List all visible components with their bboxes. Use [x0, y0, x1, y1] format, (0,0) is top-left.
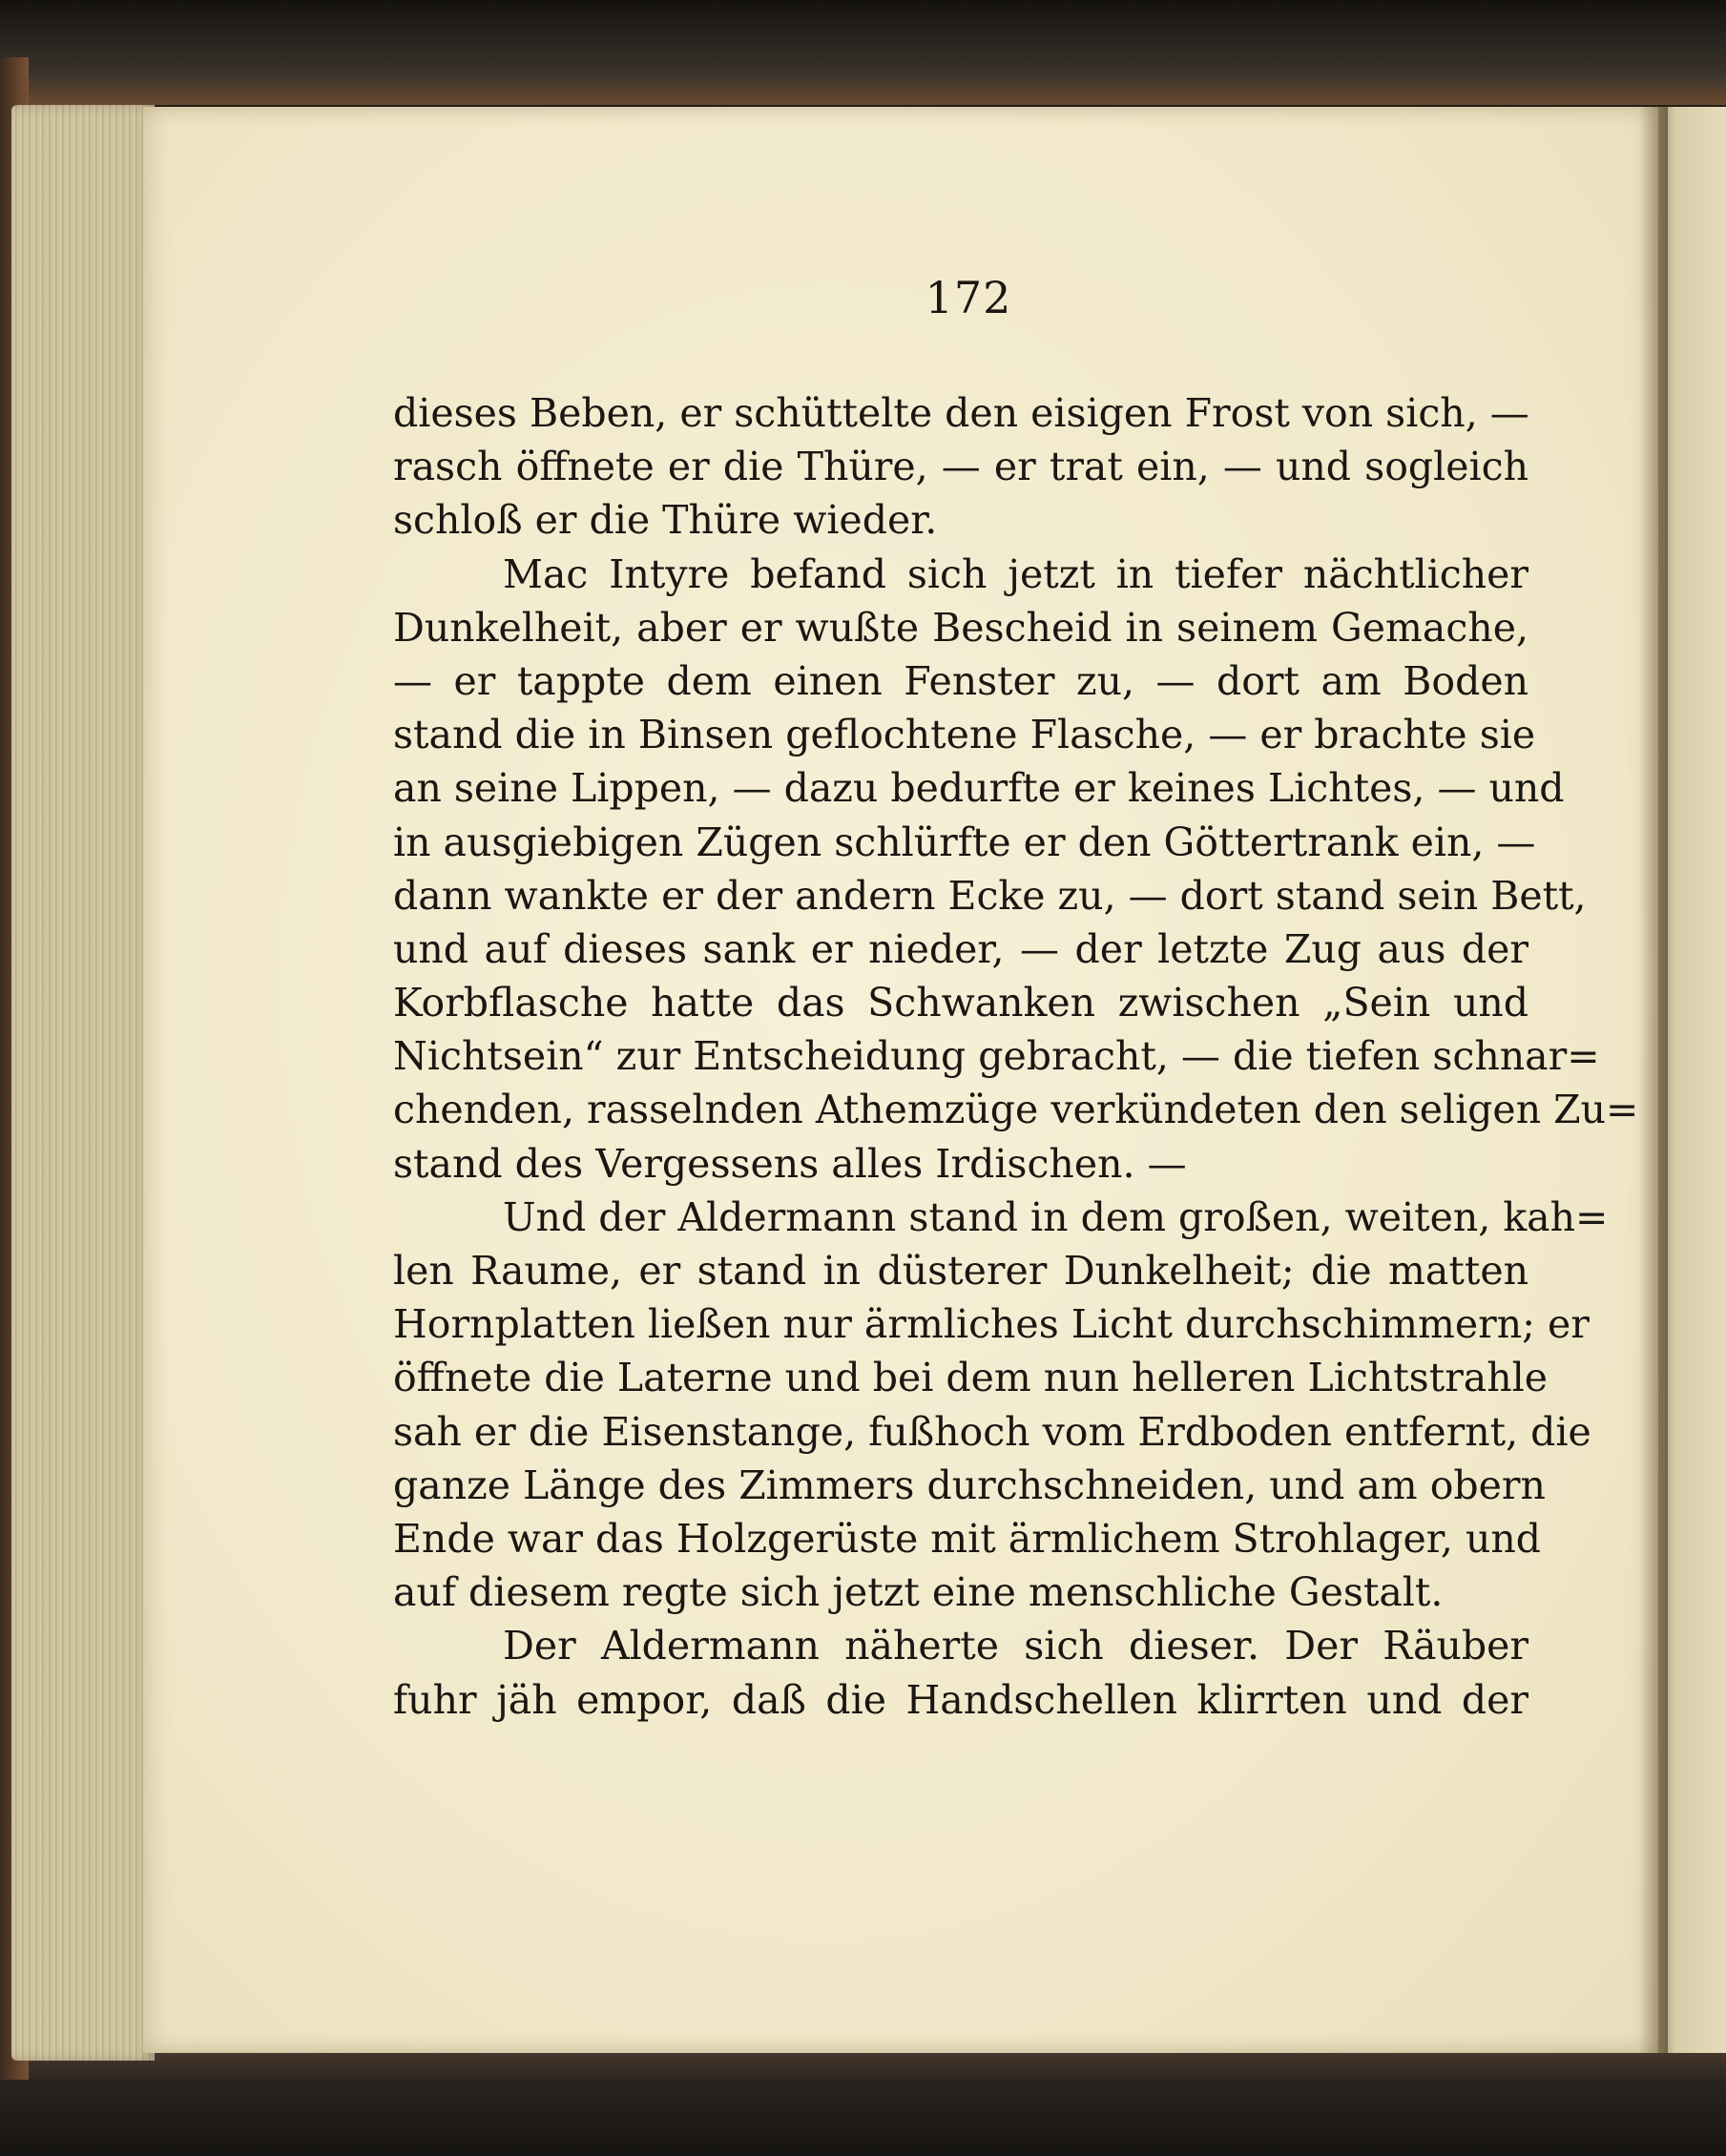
text-line: rasch öffnete er die Thüre, — er trat ein, — und sogleich — [393, 444, 1528, 490]
text-line: fuhr jäh empor, daß die Handschellen klirrten und der — [393, 1676, 1528, 1723]
text-line: stand des Vergessens alles Irdischen. — — [393, 1140, 1187, 1187]
text-line: dann wankte er der andern Ecke zu, — dort stand sein Bett, — [393, 872, 1587, 919]
text-line: Nichtsein“ zur Entscheidung gebracht, — die tiefen schnar= — [393, 1033, 1600, 1080]
text-line: Und der Aldermann stand in dem großen, weiten, kah= — [503, 1193, 1609, 1240]
gutter-shadow — [1639, 107, 1668, 2053]
text-line: Korbflasche hatte das Schwanken zwischen „Sein und — [393, 980, 1528, 1026]
text-line: — er tappte dem einen Fenster zu, — dort am Boden — [393, 657, 1528, 704]
book-cover-top-edge — [0, 0, 1726, 105]
text-line: Ende war das Holzgerüste mit ärmlichem Strohlager, und — [393, 1515, 1542, 1562]
text-line: Hornplatten ließen nur ärmliches Licht durchschimmern; er — [393, 1301, 1590, 1348]
text-line: Der Aldermann näherte sich dieser. Der Räuber — [503, 1623, 1528, 1669]
text-line: öffnete die Laterne und bei dem nun helleren Lichtstrahle — [393, 1355, 1549, 1401]
text-line: ganze Länge des Zimmers durchschneiden, und am obern — [393, 1462, 1546, 1508]
stacked-page-edges — [11, 105, 155, 2061]
text-line: chenden, rasselnden Athemzüge verkündeten den seligen Zu= — [393, 1087, 1639, 1133]
text-line: len Raume, er stand in düsterer Dunkelheit; die matten — [393, 1248, 1528, 1294]
page-number: 172 — [925, 272, 1012, 323]
text-line: schloß er die Thüre wieder. — [393, 497, 938, 544]
text-line: Dunkelheit, aber er wußte Bescheid in seinem Gemache, — [393, 604, 1528, 651]
text-line: auf diesem regte sich jetzt eine menschliche Gestalt. — [393, 1569, 1444, 1616]
text-line: in ausgiebigen Zügen schlürfte er den Göttertrank ein, — — [393, 819, 1536, 865]
text-line: stand die in Binsen geflochtene Flasche, — er brachte sie — [393, 712, 1536, 758]
facing-page-edge — [1658, 107, 1726, 2053]
body-text — [393, 386, 1639, 1727]
text-line: an seine Lippen, — dazu bedurfte er keines Lichtes, — und — [393, 765, 1565, 812]
text-line: dieses Beben, er schüttelte den eisigen Frost von sich, — — [393, 390, 1529, 436]
text-line: Mac Intyre befand sich jetzt in tiefer nächtlicher — [503, 550, 1528, 597]
text-line: sah er die Eisenstange, fußhoch vom Erdboden entfernt, die — [393, 1408, 1591, 1455]
text-line: und auf dieses sank er nieder, — der letzte Zug aus der — [393, 925, 1528, 972]
